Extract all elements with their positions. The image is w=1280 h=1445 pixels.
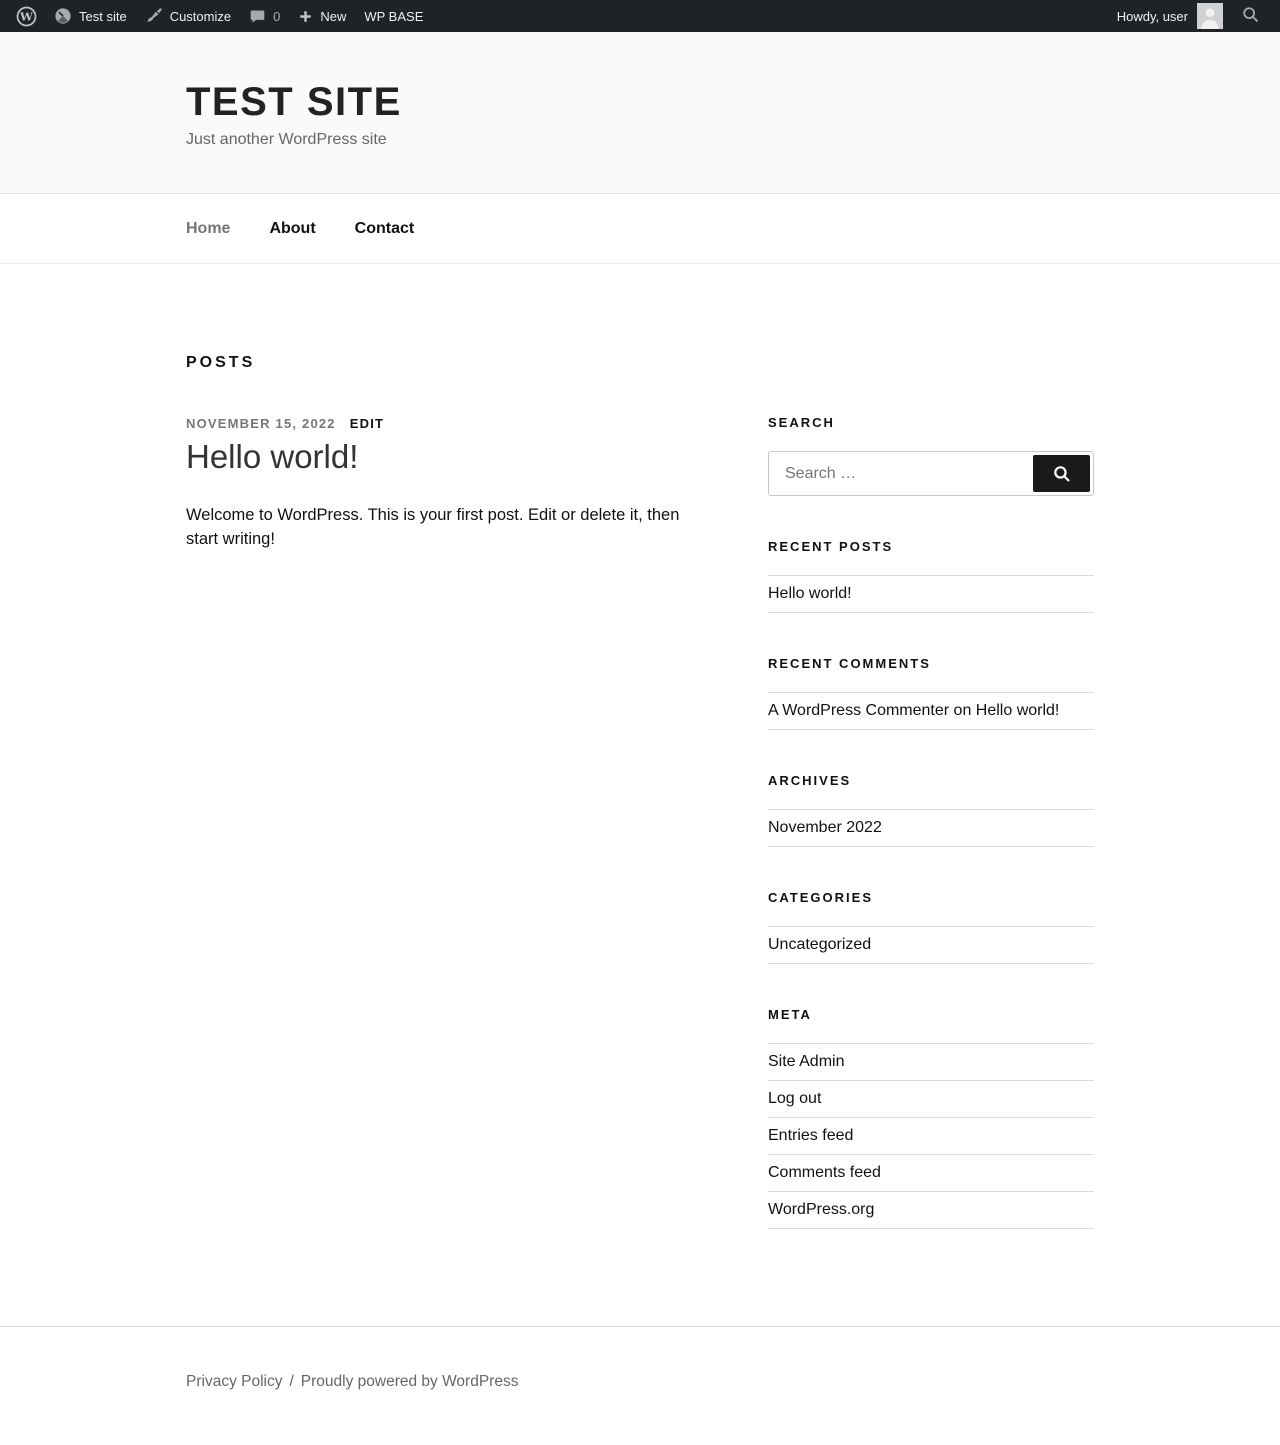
admin-bar-site-label: Test site <box>79 8 127 24</box>
post-edit-link[interactable]: EDIT <box>349 416 385 431</box>
comment-author-link[interactable]: A WordPress Commenter <box>768 702 950 719</box>
category-item <box>768 926 1094 964</box>
admin-bar-wp-base[interactable] <box>355 0 432 32</box>
svg-text:W: W <box>20 9 33 24</box>
page-title: POSTS <box>186 354 256 371</box>
comments-bubble-icon <box>249 8 266 25</box>
plus-icon <box>298 9 313 24</box>
meta-item-site-admin <box>768 1043 1094 1080</box>
meta-widget <box>768 1007 1094 1229</box>
admin-bar-customize-label: Customize <box>169 8 232 24</box>
recent-comment-item <box>768 692 1094 730</box>
nav-link-home[interactable]: Home <box>186 219 231 237</box>
site-admin-link[interactable]: Site Admin <box>768 1053 845 1070</box>
powered-by-link[interactable]: Proudly powered by WordPress <box>300 1373 519 1390</box>
user-avatar <box>1197 3 1223 29</box>
archive-link[interactable]: November 2022 <box>768 819 882 836</box>
admin-bar-site-menu[interactable] <box>45 0 136 32</box>
admin-bar-customize[interactable] <box>136 0 240 32</box>
recent-post-item <box>768 575 1094 613</box>
content-area <box>186 264 1094 1326</box>
category-link[interactable]: Uncategorized <box>768 936 872 953</box>
search-submit-button[interactable] <box>1033 455 1090 492</box>
site-title[interactable]: TEST SITE <box>186 80 402 124</box>
post-article <box>186 416 708 552</box>
meta-item-wordpress-org <box>768 1191 1094 1229</box>
nav-link-contact[interactable]: Contact <box>354 219 415 237</box>
categories-heading: CATEGORIES <box>768 890 873 905</box>
comment-connector: on <box>949 702 976 719</box>
post-title-link[interactable]: Hello world! <box>186 438 359 475</box>
meta-item-comments-feed <box>768 1154 1094 1191</box>
wordpress-logo-icon <box>16 6 37 27</box>
admin-bar-account-menu[interactable] <box>1107 3 1233 29</box>
log-out-link[interactable]: Log out <box>768 1090 822 1107</box>
posts-column <box>186 354 708 552</box>
recent-post-link[interactable]: Hello world! <box>768 585 852 602</box>
admin-bar-search-button[interactable] <box>1233 5 1268 27</box>
search-form <box>768 451 1094 496</box>
meta-heading: META <box>768 1007 812 1022</box>
nav-item-about[interactable] <box>269 220 315 238</box>
search-widget-heading: SEARCH <box>768 415 835 430</box>
post-date-link[interactable]: NOVEMBER 15, 2022 <box>186 416 336 431</box>
search-input[interactable] <box>772 455 1033 492</box>
search-icon <box>1241 5 1260 24</box>
admin-bar <box>0 0 1280 32</box>
nav-link-about[interactable]: About <box>269 219 316 237</box>
site-footer <box>0 1326 1280 1431</box>
recent-comments-widget <box>768 656 1094 730</box>
admin-bar-comments[interactable] <box>240 0 289 32</box>
paint-brush-icon <box>145 7 163 25</box>
admin-bar-left <box>8 0 432 32</box>
wordpress-org-link[interactable]: WordPress.org <box>768 1201 875 1218</box>
dashboard-gauge-icon <box>54 7 72 25</box>
recent-posts-widget <box>768 539 1094 613</box>
comment-post-link[interactable]: Hello world! <box>975 702 1060 719</box>
archive-item <box>768 809 1094 847</box>
privacy-policy-link[interactable]: Privacy Policy <box>186 1373 283 1390</box>
footer-separator: / <box>289 1373 294 1390</box>
entry-meta <box>186 416 708 431</box>
categories-widget <box>768 890 1094 964</box>
admin-bar-new-label: New <box>320 8 347 24</box>
archives-widget <box>768 773 1094 847</box>
admin-bar-wp-base-label: WP BASE <box>364 8 424 24</box>
wordpress-menu-button[interactable] <box>8 0 45 32</box>
search-button-icon <box>1051 463 1073 485</box>
comment-count: 0 <box>273 8 281 24</box>
site-tagline: Just another WordPress site <box>186 131 387 148</box>
comments-feed-link[interactable]: Comments feed <box>768 1164 881 1181</box>
admin-bar-new[interactable] <box>289 0 355 32</box>
nav-item-home[interactable] <box>186 220 230 238</box>
recent-comments-heading: RECENT COMMENTS <box>768 656 931 671</box>
howdy-label: Howdy, user <box>1116 8 1188 24</box>
archives-heading: ARCHIVES <box>768 773 852 788</box>
admin-bar-right <box>1107 0 1268 32</box>
nav-item-contact[interactable] <box>355 220 415 238</box>
site-header <box>0 32 1280 193</box>
sidebar <box>768 415 1094 1229</box>
meta-item-log-out <box>768 1080 1094 1117</box>
recent-posts-heading: RECENT POSTS <box>768 539 894 554</box>
main-navigation <box>0 193 1280 264</box>
meta-item-entries-feed <box>768 1117 1094 1154</box>
entries-feed-link[interactable]: Entries feed <box>768 1127 854 1144</box>
search-widget <box>768 415 1094 496</box>
post-body: Welcome to WordPress. This is your first post. Edit or delete it, then start writing! <box>186 506 680 549</box>
